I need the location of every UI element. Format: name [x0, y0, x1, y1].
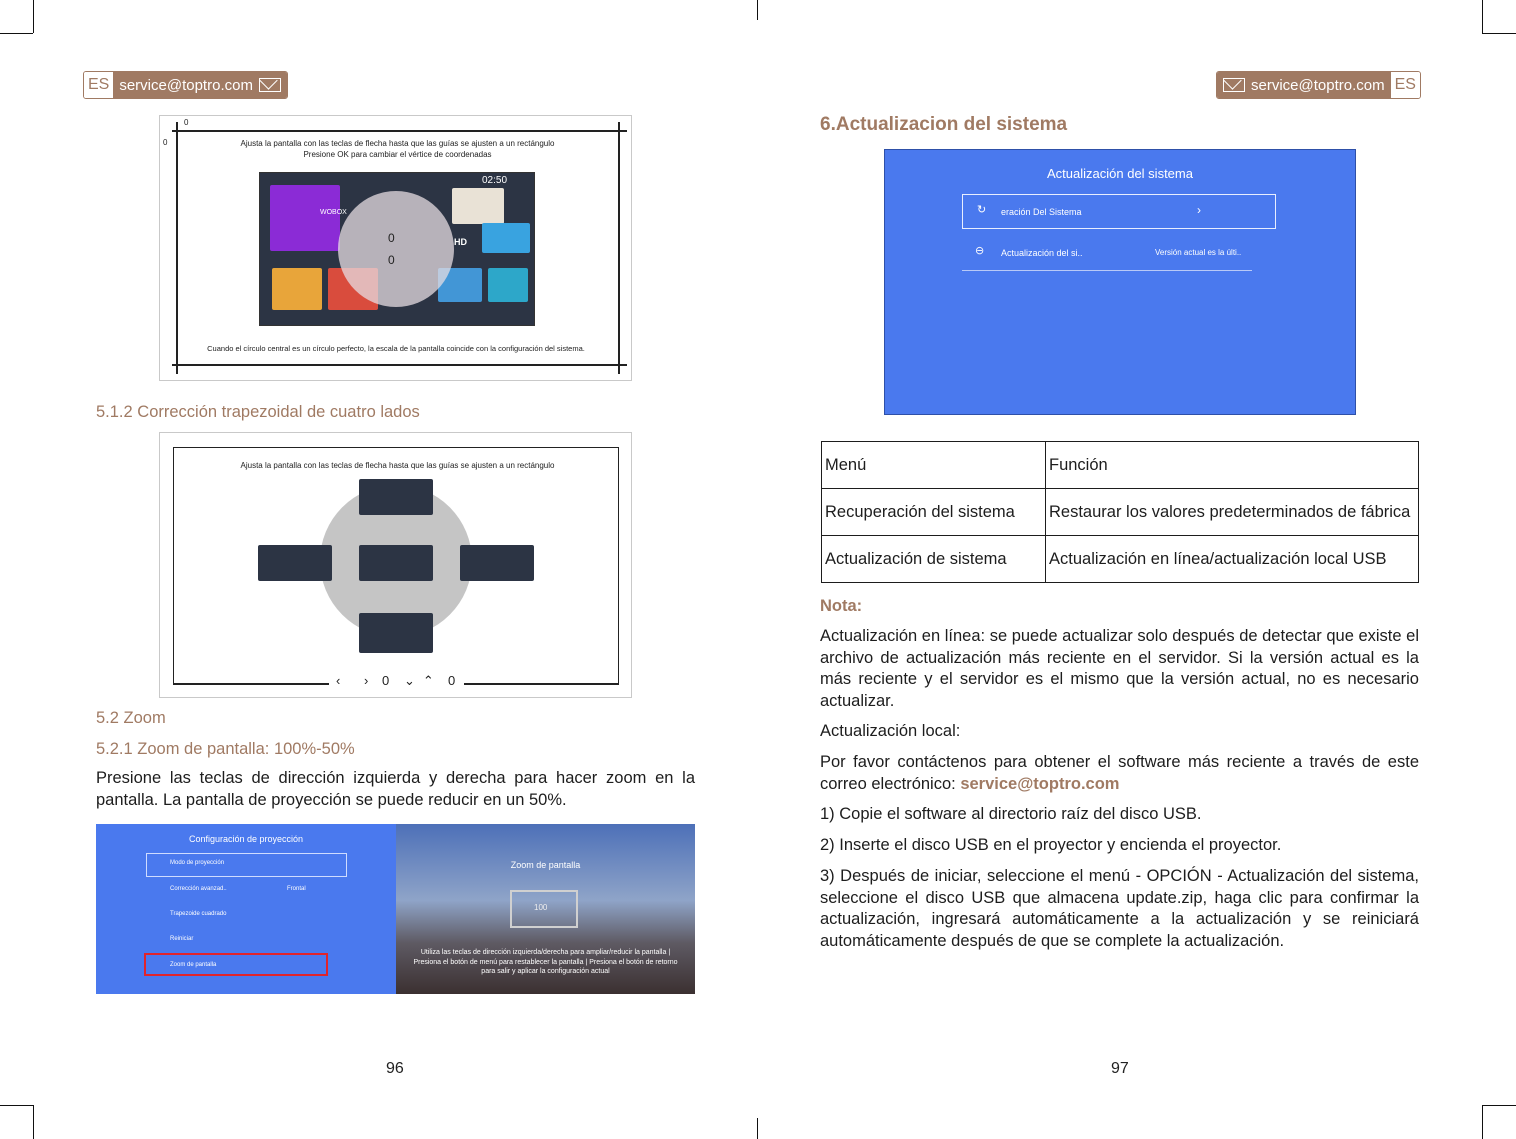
table-header: Menú: [822, 442, 1046, 489]
axis-zero-top: 0: [184, 118, 189, 127]
header-email: service@toptro.com: [1251, 76, 1385, 94]
figure-screen-calibration: [159, 115, 632, 381]
fig1-instruction-2: Presione OK para cambiar el vértice de coordenadas: [303, 150, 492, 159]
lang-label: ES: [84, 72, 113, 98]
section-heading-512: 5.1.2 Corrección trapezoidal de cuatro lados: [96, 403, 420, 421]
crop-mark: [1482, 1105, 1516, 1106]
envelope-icon: [259, 78, 281, 92]
crop-mark: [0, 1105, 33, 1106]
system-update-screenshot: Actualización del sistema ↻ eración Del Sistema › ⊖ Actualización del si.. Versión actual es la últi..: [884, 149, 1356, 415]
fig1-instruction: Ajusta la pantalla con las teclas de flecha hasta que las guías se ajusten a un rectángulo: [240, 139, 555, 148]
table-cell: Recuperación del sistema: [822, 489, 1046, 536]
header-email: service@toptro.com: [119, 76, 253, 94]
table-header: Función: [1046, 442, 1419, 489]
step-1: 1) Copie el software al directorio raíz del disco USB.: [820, 805, 1202, 823]
crop-mark: [1482, 1105, 1483, 1139]
contact-paragraph: Por favor contáctenos para obtener el software más reciente a través de este correo electrónico: service@toptro.com: [820, 753, 1419, 793]
section-heading-6: 6.Actualizacion del sistema: [820, 114, 1068, 135]
page-number-right: 97: [1111, 1060, 1129, 1077]
envelope-icon: [1223, 78, 1245, 92]
crop-mark: [0, 33, 33, 34]
contact-email-link[interactable]: service@toptro.com: [960, 774, 1120, 793]
figure-keystone: Ajusta la pantalla con las teclas de flecha hasta que las guías se ajusten a un rectángulo ‹ › 0 ⌄⌃ 0: [159, 432, 632, 698]
table-cell: Actualización en línea/actualización local USB: [1046, 536, 1419, 583]
step-2: 2) Inserte el disco USB en el proyector y encienda el proyector.: [820, 836, 1282, 854]
header-badge-right: [1216, 71, 1421, 99]
page-number-left: 96: [386, 1060, 404, 1077]
table-cell: Actualización de sistema: [822, 536, 1046, 583]
crop-mark: [757, 1118, 758, 1139]
zoom-paragraph: Presione las teclas de dirección izquierda y derecha para hacer zoom en la pantalla. La pantalla de proyección se puede reducir en un 50%.: [96, 769, 695, 809]
local-update-label: Actualización local:: [820, 722, 961, 740]
fig1-footer: Cuando el círculo central es un círculo perfecto, la escala de la pantalla coincide con la configuración del sistema.: [207, 344, 585, 353]
section-heading-52: 5.2 Zoom: [96, 709, 166, 727]
crop-mark: [1482, 33, 1516, 34]
crop-mark: [1482, 0, 1483, 33]
crop-mark: [33, 1105, 34, 1139]
header-badge-left: [83, 71, 288, 99]
zoom-screen-screenshot: Zoom de pantalla 100 Utiliza las teclas de dirección izquierda/derecha para ampliar/reducir la pantalla | Presiona el botón de menú para restablecer la pantalla | Presiona el botón de retorno para salir y aplicar la configuración actual: [396, 824, 695, 994]
note-label: Nota:: [820, 597, 863, 615]
crop-mark: [757, 0, 758, 20]
fig2-instruction: Ajusta la pantalla con las teclas de flecha hasta que las guías se ajusten a un rectángulo: [240, 461, 555, 470]
section-heading-521: 5.2.1 Zoom de pantalla: 100%-50%: [96, 740, 355, 758]
projection-menu-screenshot: Configuración de proyección Modo de proyección Corrección avanzad.. Frontal Trapezoide cuadrado Reiniciar Zoom de pantalla: [96, 824, 396, 994]
note-online-paragraph: Actualización en línea: se puede actualizar solo después de detectar que existe el archivo de actualización más reciente en el servidor. Si la versión actual es la más reciente y el servidor es el mismo que la versión actual, no es necesario actualizar.: [820, 627, 1419, 710]
step-3: 3) Después de iniciar, seleccione el menú - OPCIÓN - Actualización del sistema, seleccione el disco USB que almacena update.zip, haga clic para confirmar la actualización, ingresará automáticamente a la actualización y se reiniciará automáticamente después de que se complete la actualización.: [820, 867, 1419, 950]
axis-zero-left: 0: [163, 138, 168, 147]
lang-label: ES: [1391, 72, 1420, 98]
function-table: [821, 441, 1419, 583]
crop-mark: [33, 0, 34, 33]
tv-home-image: WOBOX HD 02:50 0 0: [259, 172, 535, 326]
table-cell: Restaurar los valores predeterminados de fábrica: [1046, 489, 1419, 536]
